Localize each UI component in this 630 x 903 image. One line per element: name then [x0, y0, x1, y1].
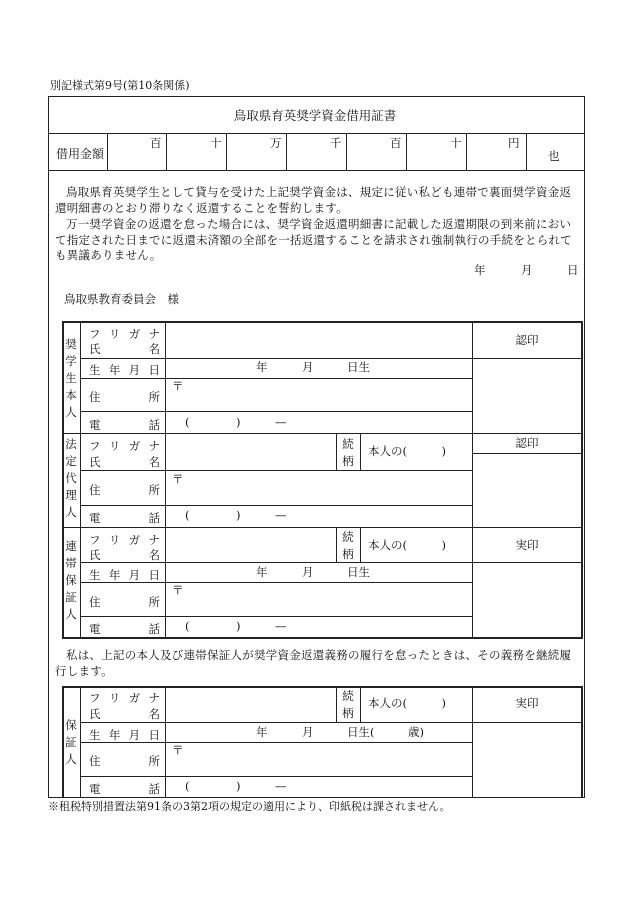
joint-seal-box[interactable] [473, 563, 580, 636]
birth-year: 年 [256, 565, 268, 579]
phone-label: 電 話 [89, 418, 160, 432]
amount-unit: 千 [330, 136, 342, 150]
pledge-paragraph-1: 鳥取県育英奨学生として貸与を受けた上記奨学資金は、規定に従い私ども連帯で裏面奨学資金返還明細書のとおり滞りなく返還することを誓約します。 [55, 185, 572, 215]
joint-address-field[interactable] [166, 583, 471, 615]
address-label: 住 所 [89, 390, 160, 404]
birth-year: 年 [256, 360, 268, 374]
student-address-field[interactable] [166, 379, 471, 410]
phone-dash: — [275, 415, 287, 429]
guardian-name-field[interactable] [166, 434, 335, 469]
name-label: 氏 名 [89, 707, 160, 721]
birthdate-label: 生 年 月 日 [89, 728, 160, 742]
section-guarantor-title: 保証人 [65, 718, 77, 766]
birth-month: 月 [302, 725, 314, 739]
column-divider [80, 321, 81, 637]
section-guardian-title: 法定代理人 [65, 437, 77, 519]
column-divider [360, 686, 361, 722]
date-month: 月 [521, 263, 533, 277]
furigana-label: フ リ ガ ナ [89, 691, 160, 705]
date-year: 年 [474, 263, 486, 277]
postal-mark: 〒 [172, 379, 184, 393]
guarantor-relation-field[interactable]: 本人の( ) [368, 696, 446, 710]
guardian-address-field[interactable] [166, 471, 471, 504]
guarantor-statement: 私は、上記の本人及び連帯保証人が奨学資金返還義務の履行を怠ったときは、その義務を継続履行します。 [55, 648, 572, 678]
birthdate-label: 生 年 月 日 [89, 363, 160, 377]
furigana-label: フ リ ガ ナ [89, 439, 160, 453]
date-day: 日 [567, 263, 579, 277]
outer-bottom-border [48, 797, 585, 798]
relation-label: 続柄 [342, 437, 354, 468]
student-birthdate-field[interactable] [166, 359, 471, 377]
column-divider [336, 433, 337, 470]
address-label: 住 所 [89, 483, 160, 497]
phone-label: 電 話 [89, 782, 160, 796]
joint-name-field[interactable] [166, 528, 335, 561]
postal-mark: 〒 [172, 743, 184, 757]
seal-guarantor: 実印 [515, 696, 539, 710]
amount-divider [526, 133, 527, 170]
postal-mark: 〒 [172, 583, 184, 597]
phone-paren-close: ) [236, 619, 241, 633]
phone-paren-close: ) [236, 779, 241, 793]
address-label: 住 所 [89, 595, 160, 609]
addressee: 鳥取県教育委員会 様 [64, 292, 179, 306]
seal-joint: 実印 [515, 538, 539, 552]
amount-unit: 百 [150, 136, 162, 150]
furigana-label: フ リ ガ ナ [89, 533, 160, 547]
seal-guardian: 認印 [515, 436, 539, 450]
birth-day-age: 日生( [347, 725, 375, 739]
column-divider [360, 433, 361, 470]
phone-paren-open: ( [185, 415, 190, 429]
guardian-phone-field[interactable] [166, 506, 471, 526]
section-joint-title: 連帯保証人 [65, 539, 77, 621]
column-divider [336, 527, 337, 562]
birthdate-label: 生 年 月 日 [89, 568, 160, 582]
guardian-relation-field[interactable]: 本人の( ) [368, 444, 446, 458]
outer-top-border [48, 96, 585, 97]
name-label: 氏 名 [89, 548, 160, 562]
address-label: 住 所 [89, 754, 160, 768]
joint-birthdate-field[interactable] [166, 563, 471, 581]
amount-bottom-border [48, 170, 585, 171]
form-number: 別記様式第9号(第10条関係) [50, 79, 190, 92]
birth-month: 月 [302, 565, 314, 579]
birth-day: 日生 [347, 565, 370, 579]
column-divider [360, 527, 361, 562]
pledge-paragraph-2: 万一奨学資金の返還を怠った場合には、奨学資金返還明細書に記載した返還期限の到来前において指定された日までに返還未済額の全部を一括返還することを請求され強制執行の手続をとられても異議ありません。 [55, 217, 572, 262]
joint-relation-field[interactable]: 本人の( ) [368, 538, 446, 552]
birth-month: 月 [302, 360, 314, 374]
amount-suffix: 也 [548, 149, 560, 163]
amount-unit: 万 [270, 136, 282, 150]
phone-paren-open: ( [185, 619, 190, 633]
relation-label: 続柄 [342, 530, 354, 561]
section-student-title: 奨学生本人 [65, 337, 77, 419]
name-label: 氏 名 [89, 342, 160, 356]
guarantor-birthdate-field[interactable] [166, 723, 471, 741]
guarantor-address-field[interactable] [166, 743, 471, 775]
phone-label: 電 話 [89, 622, 160, 636]
table-border [62, 637, 583, 639]
outer-left-border [48, 96, 49, 797]
column-divider [336, 686, 337, 722]
birth-year: 年 [256, 725, 268, 739]
phone-dash: — [275, 779, 287, 793]
name-label: 氏 名 [89, 455, 160, 469]
furigana-label: フ リ ガ ナ [89, 327, 160, 341]
amount-unit: 円 [508, 136, 520, 150]
form-title: 鳥取県育英奨学資金借用証書 [233, 108, 397, 123]
outer-right-border [584, 96, 585, 797]
phone-paren-open: ( [185, 508, 190, 522]
table-border [581, 321, 583, 638]
student-phone-field[interactable] [166, 412, 471, 432]
footnote: ※租税特別措置法第91条の3第2項の規定の適用により、印紙税は課されません。 [48, 800, 451, 813]
guarantor-phone-field[interactable] [166, 777, 471, 796]
student-name-field[interactable] [166, 322, 471, 357]
phone-label: 電 話 [89, 511, 160, 525]
guardian-seal-box[interactable] [473, 454, 581, 526]
age-suffix: 歳) [408, 725, 424, 739]
phone-dash: — [275, 619, 287, 633]
phone-paren-close: ) [236, 508, 241, 522]
postal-mark: 〒 [172, 472, 184, 486]
guarantor-seal-box[interactable] [473, 723, 580, 796]
student-seal-box[interactable] [473, 359, 581, 432]
relation-label: 続柄 [342, 689, 354, 720]
phone-dash: — [275, 508, 287, 522]
seal-student: 認印 [515, 333, 539, 347]
phone-paren-open: ( [185, 779, 190, 793]
guarantor-name-field[interactable] [166, 687, 335, 721]
birth-day: 日生 [347, 360, 370, 374]
amount-unit: 十 [210, 136, 222, 150]
joint-phone-field[interactable] [166, 617, 471, 636]
amount-unit: 十 [450, 136, 462, 150]
amount-label: 借用金額 [56, 147, 105, 161]
phone-paren-close: ) [236, 415, 241, 429]
amount-unit: 百 [390, 136, 402, 150]
